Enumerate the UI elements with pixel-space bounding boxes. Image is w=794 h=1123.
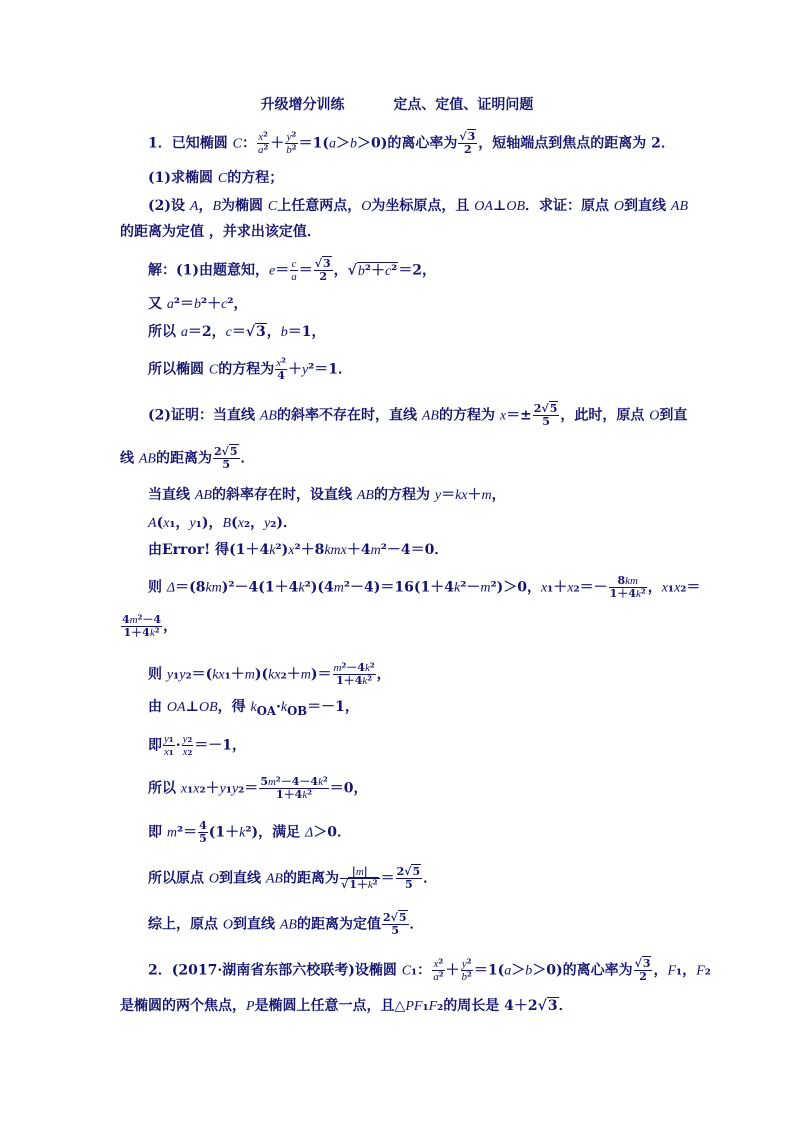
solution-line-14: 即 $\frac{\text{y₁}}{\text{x₁}}$ · $\frac{\text{y₂}}{\text{x₂}}$ ＝－1， <box>148 732 247 758</box>
problem-1-part-1: (1)求椭圆 C的方程； <box>148 170 284 186</box>
solution-line-16: 即 m²＝ $\frac{4}{5}$ (1＋k²)，满足 Δ＞0． <box>148 819 351 845</box>
title-section: 升级增分训练 <box>260 97 345 113</box>
problem-1-statement: 1．已知椭圆 C： $\frac{\text{x²}}{\text{a²}}$ ＋ $\frac{\text{y²}}{\text{b²}}$ ＝1(a＞b＞0)的离心率为 $\frac{√3}{2}$ ，短轴端点到焦点的距离为 2． <box>148 130 675 156</box>
title-topic: 定点、定值、证明问题 <box>393 97 534 113</box>
solution-line-3: 所以 a＝2，c＝√3，b＝1， <box>148 324 326 340</box>
solution-line-8: A(x₁，y₁)，B(x₂，y₂)． <box>148 515 298 531</box>
problem-2-statement: 2．(2017·湖南省东部六校联考)设椭圆 C₁： $\frac{\text{x²}}{\text{a²}}$ ＋ $\frac{\text{y²}}{\text{b²}}$ ＝1(a＞b＞0)的离心率为 $\frac{√3}{2}$ ，F₁，F₂ <box>148 957 711 983</box>
solution-line-17: 所以原点 O到直线 AB的距离为 $\frac{|m|}{\text{√1＋k²}}$ ＝ $\frac{2√5}{5}$ ． <box>148 865 438 891</box>
solution-line-13: 由 OA⊥OB，得 $k_{OA}\cdot k_{OB}=-1$， <box>148 699 359 718</box>
solution-line-2: 又 a²＝b²＋c²， <box>148 296 248 312</box>
solution-line-12: 则 y₁y₂＝(kx₁＋m)(kx₂＋m)＝ $\frac{\text{m²－4k²}}{\text{1＋4k²}}$ ， <box>148 661 391 687</box>
solution-line-9: 由Error! 得(1＋4k²)x²＋8kmx＋4m²－4＝0． <box>148 542 449 558</box>
solution-line-4: 所以椭圆 C的方程为 $\frac{\text{x²}}{4}$ ＋y²＝1． <box>148 356 353 382</box>
solution-line-1: 解：(1)由题意知，e＝ $\frac{c}{a}$ ＝ $\frac{√3}{2}$ ，√b²＋c²＝2， <box>148 257 437 283</box>
solution-line-11: $\frac{\text{4m²－4}}{\text{1＋4k²}}$ ， <box>122 613 178 639</box>
solution-line-7: 当直线 AB的斜率存在时，设直线 AB的方程为 y＝kx＋m， <box>148 487 506 503</box>
problem-1-part-2-cont: 的距离为定值 ，并求出该定值． <box>120 224 321 240</box>
solution-line-6: 线 AB的距离为 $\frac{2√5}{5}$ ． <box>120 445 255 471</box>
page-title <box>0 94 794 114</box>
problem-2-statement-cont: 是椭圆的两个焦点，P是椭圆上任意一点，且△PF₁F₂的周长是 4＋2√3． <box>120 998 573 1014</box>
solution-line-5: (2)证明：当直线 AB的斜率不存在时，直线 AB的方程为 x＝± $\frac{2√5}{5}$ ，此时，原点 O到直 <box>148 402 688 428</box>
solution-line-15: 所以 x₁x₂＋y₁y₂＝ $\frac{\text{5m²－4－4k²}}{\text{1＋4k²}}$ ＝0， <box>148 775 368 801</box>
problem-1-part-2: (2)设 A，B为椭圆 C上任意两点，O为坐标原点，且 OA⊥OB．求证：原点 O到直线 AB <box>148 198 688 214</box>
solution-conclusion: 综上，原点 O到直线 AB的距离为定值 $\frac{2√5}{5}$ ． <box>148 911 424 937</box>
solution-line-10: 则 Δ＝(8km)²－4(1＋4k²)(4m²－4)＝16(1＋4k²－m²)＞0，x₁＋x₂＝－ $\frac{8km}{\text{1＋4k²}}$ ，x₁x₂＝ <box>148 574 701 600</box>
